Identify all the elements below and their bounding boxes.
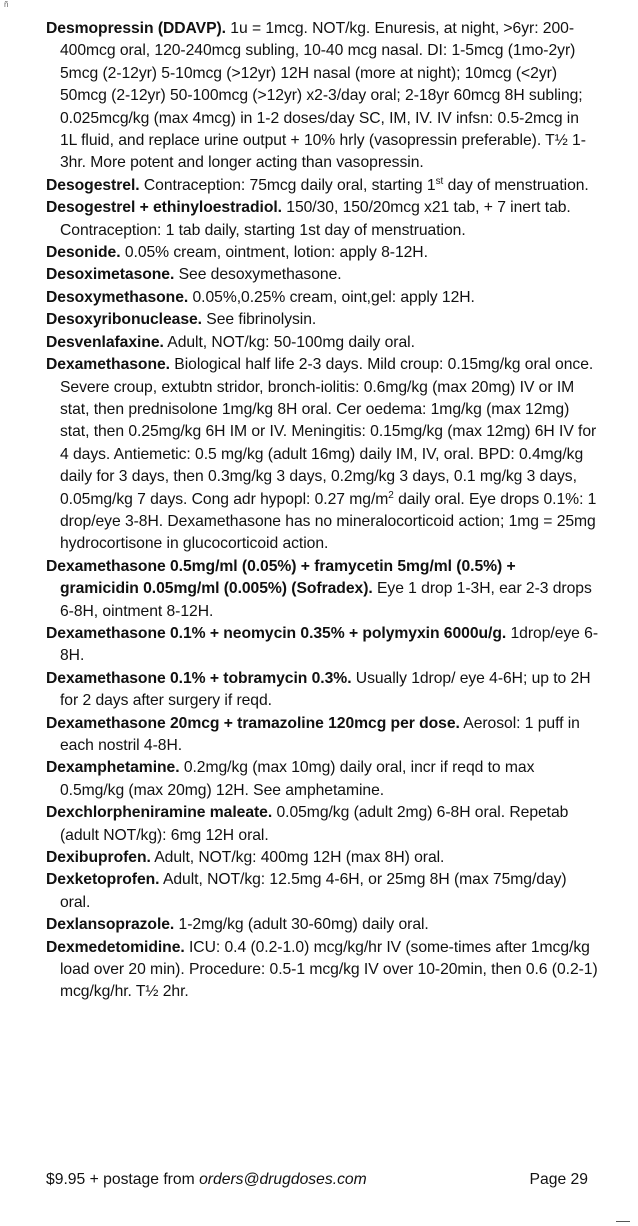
- entry-name: Desmopressin (DDAVP).: [46, 20, 226, 37]
- entry-description: Adult, NOT/kg: 400mg 12H (max 8H) oral.: [150, 849, 445, 867]
- entry-name: Dexketoprofen.: [46, 871, 160, 889]
- entry-description: Usually 1drop/ eye 4-6H; up to 2H for 2 days after surgery if reqd.: [60, 669, 591, 710]
- entry-description: Biological half life 2-3 days. Mild croup: 0.15mg/kg oral once. Severe croup, extubtn stridor, bronch-iolitis: 0.6mg/kg (max 20mg) IV or IM stat, then prednisolone 1mg/kg 8H oral. Cer oedema: 1mg/kg (max 12mg) stat, then 0.25mg/kg 6H IM or IV. Meningitis: 0.15mg/kg (max 12mg) 6H IV for 4 days. Antiemetic: 0.5 mg/kg (adult 16mg) daily IM, IV, oral. BPD: 0.4mg/kg daily for 3 days, then 0.3mg/kg 3 days, 0.2mg/kg 3 days, 0.1 mg/kg 3 days, 0.05mg/kg 7 days. Cong adr hypopl: 0.27 $mg/m^2$ daily oral. Eye drops 0.1%: 1 drop/eye 3-8H. Dexamethasone has no mineralocorticoid action; 1mg = 25mg hydrocortisone in glucocorticoid action.: [60, 356, 597, 553]
- entry-description: 150/30, 150/20mcg x21 tab, + 7 inert tab. Contraception: 1 tab daily, starting 1st day of menstruation.: [60, 199, 571, 239]
- entry-description: Adult, NOT/kg: 50-100mg daily oral.: [163, 333, 415, 351]
- price-text: $9.95 + postage from: [46, 1171, 200, 1188]
- entry-name: Desonide.: [46, 244, 121, 262]
- entry-desoxyribonuclease: [46, 309, 598, 331]
- entry-dexamethasone-neomycin-polymyxin: [46, 623, 598, 668]
- entry-name: Dexlansoprazole.: [46, 916, 175, 934]
- entry-description: Contraception: 75mcg daily oral, starting 1st day of menstruation.: [139, 175, 589, 194]
- entry-dexlansoprazole: [46, 914, 598, 936]
- entry-name: Dexamethasone.: [46, 356, 170, 374]
- entry-desvenlafaxine: [46, 332, 598, 354]
- entry-description: See desoxymethasone.: [174, 266, 342, 284]
- drug-dose-page: [46, 18, 598, 1004]
- entry-name: Desoxyribonuclease.: [46, 311, 202, 329]
- entry-desoximetasone: [46, 264, 598, 286]
- entry-description: 1-2mg/kg (adult 30-60mg) daily oral.: [174, 916, 429, 934]
- entry-description: ICU: 0.4 (0.2-1.0) mcg/kg/hr IV (some-times after 1mcg/kg load over 20 min). Procedure: 0.5-1 mcg/kg IV over 10-20min, then 0.6 (0.2-1) mcg/kg/hr. T½ 2hr.: [60, 938, 598, 1001]
- superscript: 2: [388, 489, 394, 501]
- entry-name: Desoximetasone.: [46, 266, 175, 284]
- entry-desoxymethasone: [46, 287, 598, 309]
- entry-name: Desoxymethasone.: [46, 288, 189, 306]
- entry-dexmedetomidine: [46, 937, 598, 1004]
- entry-name: Desogestrel + ethinyloestradiol.: [46, 199, 282, 217]
- entry-name: Desvenlafaxine.: [46, 333, 164, 351]
- entry-name: Dexamethasone 0.5mg/ml (0.05%) + framycetin 5mg/ml (0.5%) + gramicidin 0.05mg/ml (0.005%) (Sofradex).: [46, 557, 516, 598]
- entry-name: Dexamethasone 0.1% + tobramycin 0.3%.: [46, 669, 352, 687]
- entry-name: Dexamphetamine.: [46, 759, 180, 777]
- entry-name: Dexamethasone 0.1% + neomycin 0.35% + polymyxin 6000u/g.: [46, 624, 507, 642]
- entry-description: Aerosol: 1 puff in each nostril 4-8H.: [60, 714, 580, 754]
- entry-dexketoprofen: [46, 869, 598, 914]
- entry-description: 0.05% cream, ointment, lotion: apply 8-12H.: [120, 244, 428, 262]
- superscript: st: [435, 175, 444, 187]
- entry-description: 1u = 1mcg. NOT/kg. Enuresis, at night, >6yr: 200-400mcg oral, 120-240mcg subling, 10-40 mcg nasal. DI: 1-5mcg (1mo-2yr) 5mcg (2-12yr) 5-10mcg (>12yr) 12H nasal (more at night); 10mcg (<2yr) 50mcg (2-12yr) 50-100mcg (>12yr) x2-3/day oral; 2-18yr 60mcg 8H subling; 0.025mcg/kg (max 4mcg) in 1-2 doses/day SC, IM, IV. IV infsn: 0.5-2mcg in 1L fluid, and replace urine output + 10% hrly (vasopressin preferable). T½ 1-3hr. More potent and longer acting than vasopressin.: [60, 20, 586, 172]
- entry-desogestrel: [46, 175, 598, 197]
- corner-scan-mark: ñ: [4, 0, 9, 9]
- entry-name: Desogestrel.: [46, 176, 140, 194]
- entry-description: 0.2mg/kg (max 10mg) daily oral, incr if reqd to max 0.5mg/kg (max 20mg) 12H. See amphetamine.: [60, 759, 535, 799]
- entry-name: Dexamethasone 20mcg + tramazoline 120mcg per dose.: [46, 714, 460, 732]
- entry-dexamphetamine: [46, 757, 598, 802]
- entry-description: 1drop/eye 6-8H.: [60, 624, 598, 665]
- entry-description: 0.05mg/kg (adult 2mg) 6-8H oral. Repetab (adult NOT/kg): 6mg 12H oral.: [60, 804, 569, 844]
- entry-dexchlorpheniramine: [46, 802, 598, 847]
- entry-desonide: [46, 242, 598, 264]
- entry-name: Dexibuprofen.: [46, 849, 151, 867]
- entry-dexamethasone-sofradex: [46, 556, 598, 623]
- entry-dexamethasone: [46, 354, 598, 556]
- entry-description: Adult, NOT/kg: 12.5mg 4-6H, or 25mg 8H (max 75mg/day) oral.: [60, 871, 567, 911]
- entry-dexibuprofen: [46, 847, 598, 869]
- entry-name: Dexmedetomidine.: [46, 938, 185, 956]
- entry-description: See fibrinolysin.: [202, 311, 317, 329]
- entry-dexamethasone-tobramycin: [46, 668, 598, 713]
- entry-dexamethasone-tramazoline: [46, 713, 598, 758]
- entry-description: Eye 1 drop 1-3H, ear 2-3 drops 6-8H, ointment 8-12H.: [60, 580, 592, 620]
- entry-name: Dexchlorpheniramine maleate.: [46, 804, 273, 822]
- entry-description: 0.05%,0.25% cream, oint,gel: apply 12H.: [188, 288, 475, 306]
- order-info: [46, 1169, 367, 1191]
- entry-desmopressin: [46, 18, 598, 175]
- order-email-link[interactable]: orders@drugdoses.com: [199, 1171, 367, 1188]
- scan-artifact-mark: [616, 1221, 630, 1222]
- page-number: Page 29: [529, 1171, 588, 1188]
- entry-desogestrel-ethinyloestradiol: [46, 197, 598, 242]
